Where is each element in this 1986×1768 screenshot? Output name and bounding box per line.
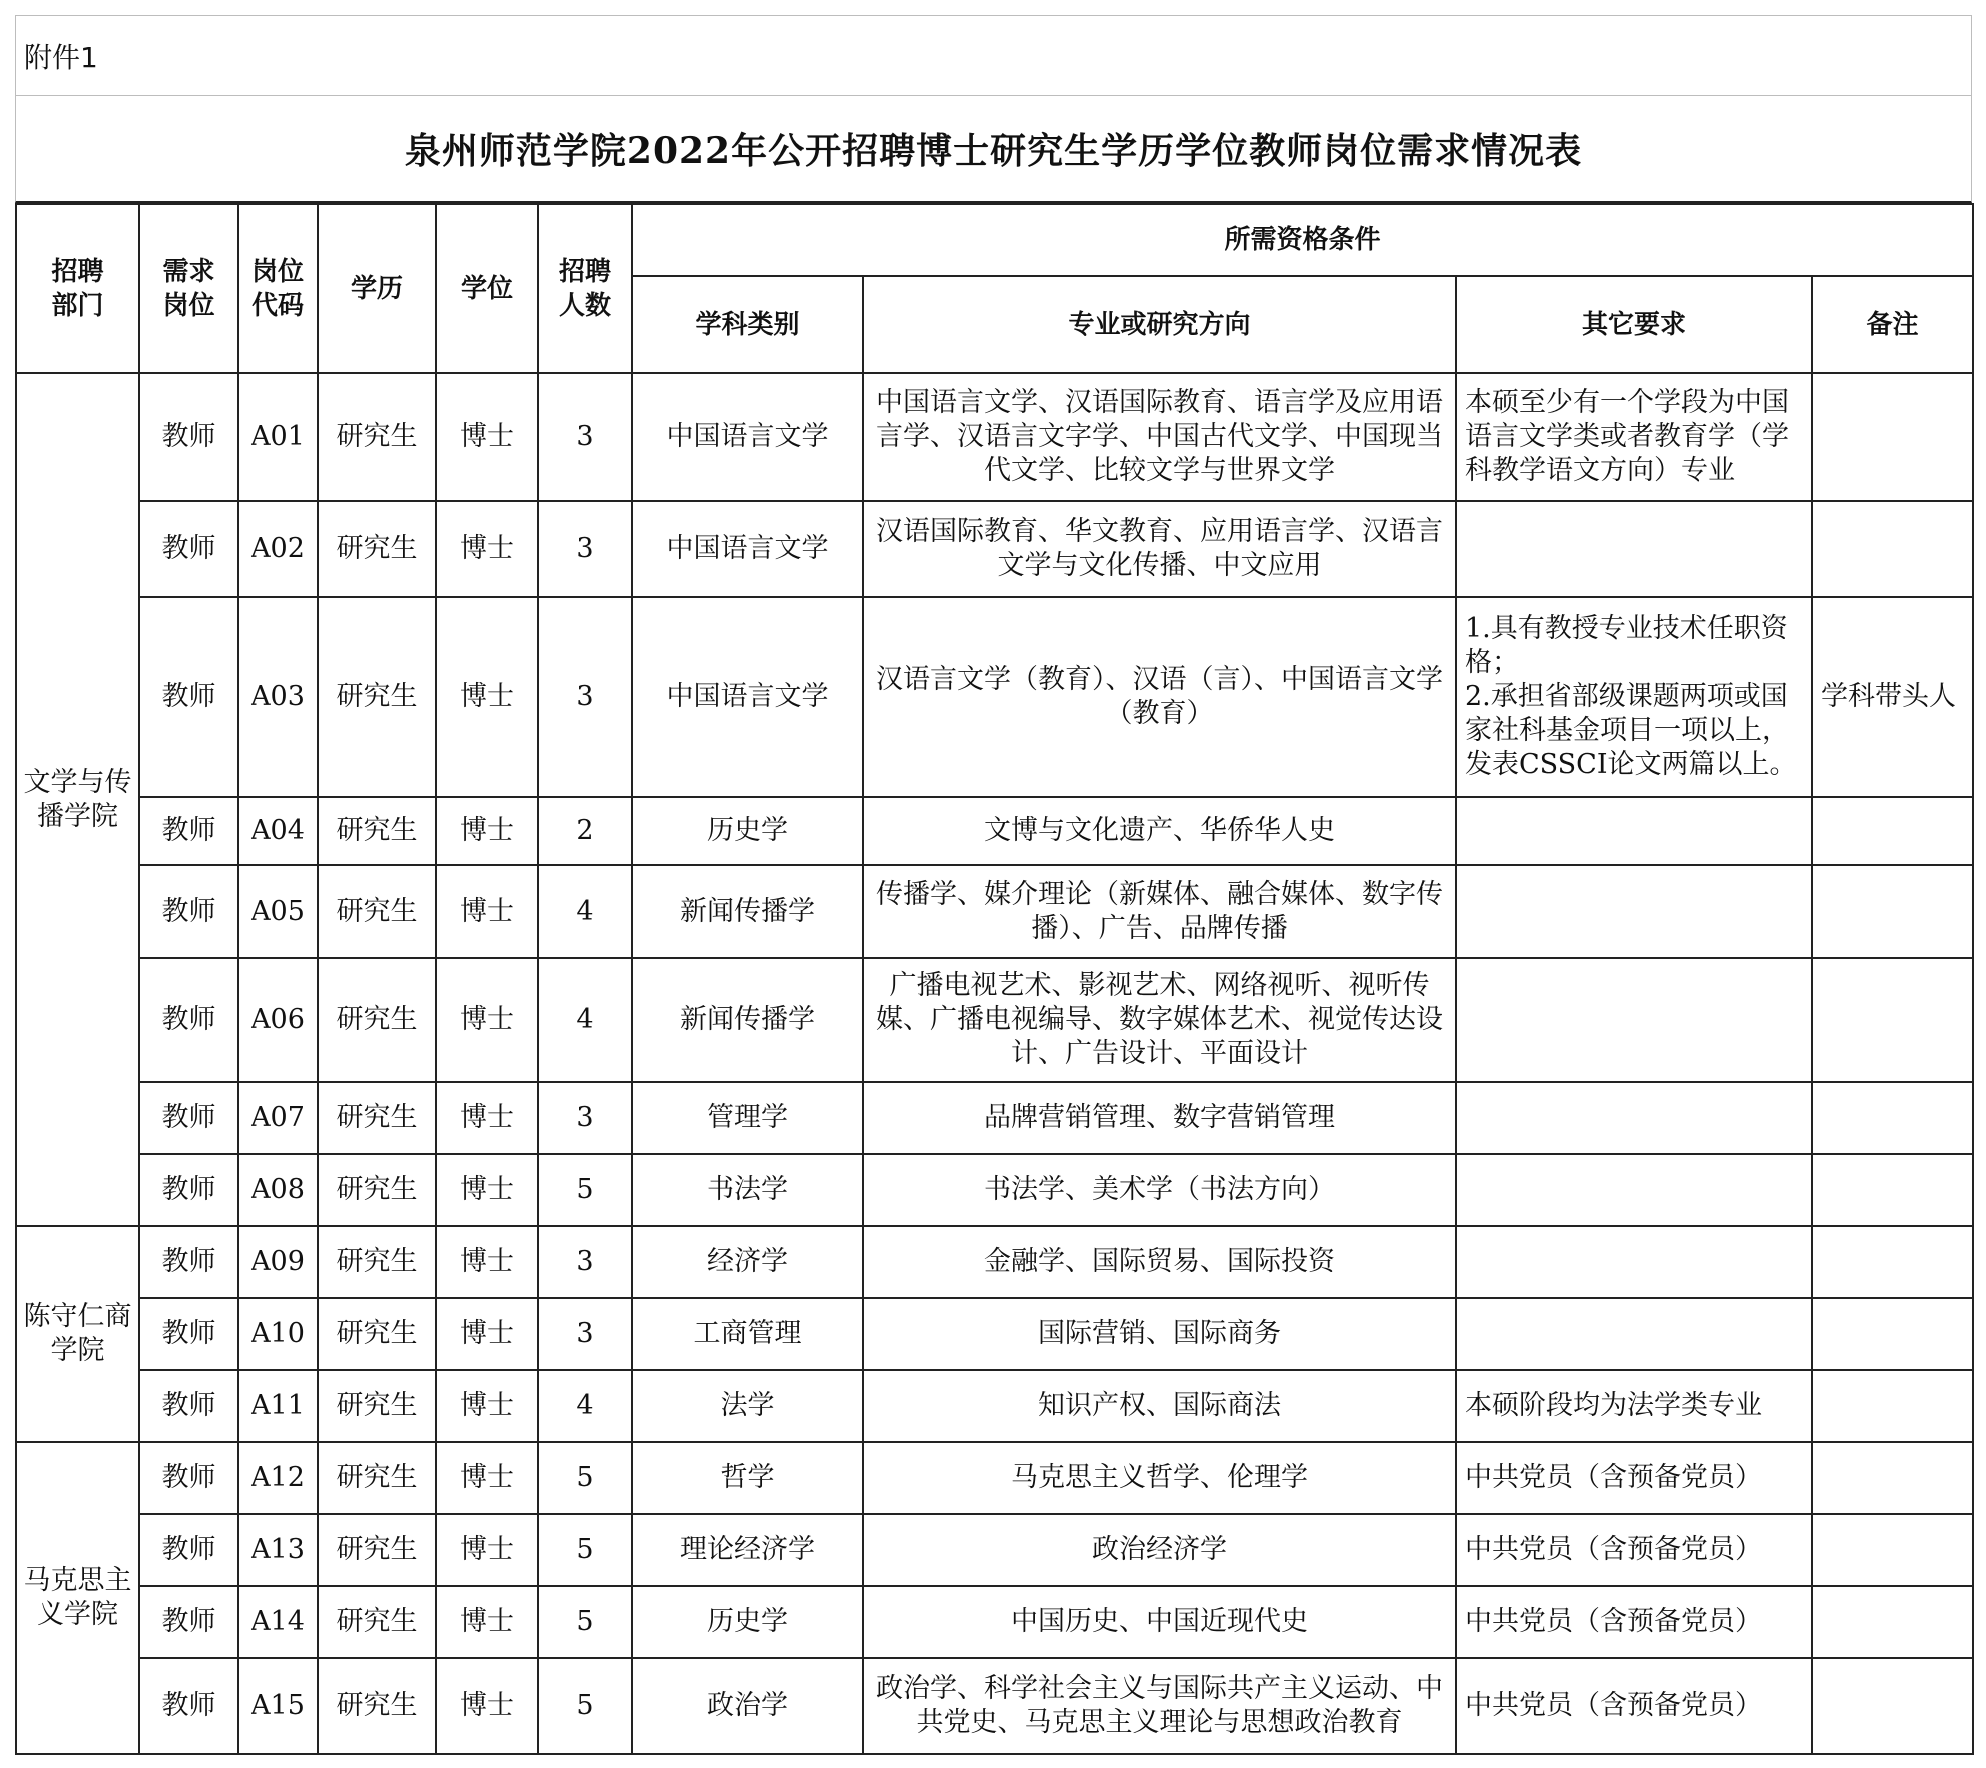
count-cell: 3 [538, 597, 632, 797]
count-cell: 3 [538, 1082, 632, 1154]
table-row [16, 373, 1973, 501]
count-cell: 5 [538, 1514, 632, 1586]
count-cell: 5 [538, 1658, 632, 1754]
recruitment-table [15, 203, 1974, 1755]
note-cell [1812, 373, 1973, 501]
header-count: 招聘人数 [538, 204, 632, 373]
header-dept: 招聘部门 [16, 204, 139, 373]
count-cell: 5 [538, 1586, 632, 1658]
major-cell: 金融学、国际贸易、国际投资 [863, 1226, 1456, 1298]
education-cell: 研究生 [318, 1370, 436, 1442]
other-cell [1456, 501, 1812, 597]
table-row [16, 797, 1973, 865]
table-row [16, 1442, 1973, 1514]
table-row [16, 1082, 1973, 1154]
other-cell [1456, 1298, 1812, 1370]
education-cell: 研究生 [318, 501, 436, 597]
position-cell: 教师 [139, 797, 238, 865]
position-cell: 教师 [139, 958, 238, 1082]
other-cell [1456, 1154, 1812, 1226]
subject-cell: 中国语言文学 [632, 597, 863, 797]
degree-cell: 博士 [436, 1298, 538, 1370]
count-cell: 3 [538, 1226, 632, 1298]
header-subject: 学科类别 [632, 276, 863, 373]
education-cell: 研究生 [318, 597, 436, 797]
count-cell: 3 [538, 373, 632, 501]
degree-cell: 博士 [436, 1514, 538, 1586]
attachment-label: 附件1 [15, 15, 1972, 95]
position-cell: 教师 [139, 1370, 238, 1442]
count-cell: 2 [538, 797, 632, 865]
subject-cell: 历史学 [632, 797, 863, 865]
other-cell: 本硕至少有一个学段为中国语言文学类或者教育学（学科教学语文方向）专业 [1456, 373, 1812, 501]
other-cell: 中共党员（含预备党员） [1456, 1586, 1812, 1658]
code-cell: A05 [238, 865, 318, 958]
other-cell: 1.具有教授专业技术任职资格； 2.承担省部级课题两项或国家社科基金项目一项以上，发表CSSCI论文两篇以上。 [1456, 597, 1812, 797]
subject-cell: 工商管理 [632, 1298, 863, 1370]
table-title: 泉州师范学院2022年公开招聘博士研究生学历学位教师岗位需求情况表 [15, 95, 1972, 203]
degree-cell: 博士 [436, 501, 538, 597]
position-cell: 教师 [139, 1442, 238, 1514]
degree-cell: 博士 [436, 597, 538, 797]
table-row [16, 865, 1973, 958]
position-cell: 教师 [139, 1154, 238, 1226]
position-cell: 教师 [139, 373, 238, 501]
major-cell: 汉语国际教育、华文教育、应用语言学、汉语言文学与文化传播、中文应用 [863, 501, 1456, 597]
table-row [16, 958, 1973, 1082]
other-cell: 本硕阶段均为法学类专业 [1456, 1370, 1812, 1442]
position-cell: 教师 [139, 501, 238, 597]
education-cell: 研究生 [318, 1082, 436, 1154]
table-row [16, 1658, 1973, 1754]
other-cell: 中共党员（含预备党员） [1456, 1514, 1812, 1586]
major-cell: 传播学、媒介理论（新媒体、融合媒体、数字传播）、广告、品牌传播 [863, 865, 1456, 958]
subject-cell: 管理学 [632, 1082, 863, 1154]
count-cell: 4 [538, 958, 632, 1082]
table-row [16, 501, 1973, 597]
code-cell: A09 [238, 1226, 318, 1298]
note-cell [1812, 1082, 1973, 1154]
degree-cell: 博士 [436, 797, 538, 865]
education-cell: 研究生 [318, 865, 436, 958]
code-cell: A02 [238, 501, 318, 597]
note-cell [1812, 865, 1973, 958]
subject-cell: 新闻传播学 [632, 958, 863, 1082]
education-cell: 研究生 [318, 958, 436, 1082]
other-cell [1456, 958, 1812, 1082]
education-cell: 研究生 [318, 1514, 436, 1586]
note-cell [1812, 958, 1973, 1082]
degree-cell: 博士 [436, 1586, 538, 1658]
other-cell [1456, 797, 1812, 865]
other-cell [1456, 1082, 1812, 1154]
table-row [16, 597, 1973, 797]
position-cell: 教师 [139, 1586, 238, 1658]
major-cell: 国际营销、国际商务 [863, 1298, 1456, 1370]
count-cell: 3 [538, 501, 632, 597]
note-cell [1812, 1442, 1973, 1514]
code-cell: A03 [238, 597, 318, 797]
table-row [16, 1298, 1973, 1370]
note-cell [1812, 1370, 1973, 1442]
code-cell: A04 [238, 797, 318, 865]
position-cell: 教师 [139, 1298, 238, 1370]
code-cell: A15 [238, 1658, 318, 1754]
education-cell: 研究生 [318, 1298, 436, 1370]
count-cell: 3 [538, 1298, 632, 1370]
code-cell: A12 [238, 1442, 318, 1514]
header-major: 专业或研究方向 [863, 276, 1456, 373]
header-other: 其它要求 [1456, 276, 1812, 373]
degree-cell: 博士 [436, 958, 538, 1082]
header-degree: 学位 [436, 204, 538, 373]
subject-cell: 历史学 [632, 1586, 863, 1658]
subject-cell: 法学 [632, 1370, 863, 1442]
code-cell: A07 [238, 1082, 318, 1154]
education-cell: 研究生 [318, 1442, 436, 1514]
degree-cell: 博士 [436, 1658, 538, 1754]
code-cell: A01 [238, 373, 318, 501]
dept-cell: 马克思主义学院 [16, 1442, 139, 1754]
table-row [16, 1154, 1973, 1226]
note-cell: 学科带头人 [1812, 597, 1973, 797]
major-cell: 汉语言文学（教育）、汉语（言）、中国语言文学（教育） [863, 597, 1456, 797]
code-cell: A10 [238, 1298, 318, 1370]
count-cell: 5 [538, 1442, 632, 1514]
education-cell: 研究生 [318, 1658, 436, 1754]
note-cell [1812, 1586, 1973, 1658]
degree-cell: 博士 [436, 1442, 538, 1514]
position-cell: 教师 [139, 1514, 238, 1586]
education-cell: 研究生 [318, 1154, 436, 1226]
subject-cell: 新闻传播学 [632, 865, 863, 958]
degree-cell: 博士 [436, 865, 538, 958]
subject-cell: 政治学 [632, 1658, 863, 1754]
count-cell: 4 [538, 865, 632, 958]
code-cell: A06 [238, 958, 318, 1082]
major-cell: 中国历史、中国近现代史 [863, 1586, 1456, 1658]
education-cell: 研究生 [318, 373, 436, 501]
table-row [16, 1514, 1973, 1586]
table-row [16, 1226, 1973, 1298]
note-cell [1812, 1298, 1973, 1370]
degree-cell: 博士 [436, 373, 538, 501]
position-cell: 教师 [139, 1082, 238, 1154]
degree-cell: 博士 [436, 1226, 538, 1298]
position-cell: 教师 [139, 1226, 238, 1298]
other-cell [1456, 1226, 1812, 1298]
degree-cell: 博士 [436, 1154, 538, 1226]
subject-cell: 理论经济学 [632, 1514, 863, 1586]
major-cell: 书法学、美术学（书法方向） [863, 1154, 1456, 1226]
major-cell: 知识产权、国际商法 [863, 1370, 1456, 1442]
major-cell: 广播电视艺术、影视艺术、网络视听、视听传媒、广播电视编导、数字媒体艺术、视觉传达设计、广告设计、平面设计 [863, 958, 1456, 1082]
spreadsheet [15, 15, 1972, 1755]
subject-cell: 中国语言文学 [632, 501, 863, 597]
table-row [16, 1586, 1973, 1658]
other-cell: 中共党员（含预备党员） [1456, 1658, 1812, 1754]
note-cell [1812, 797, 1973, 865]
other-cell [1456, 865, 1812, 958]
code-cell: A13 [238, 1514, 318, 1586]
count-cell: 4 [538, 1370, 632, 1442]
table-row [16, 1370, 1973, 1442]
degree-cell: 博士 [436, 1370, 538, 1442]
major-cell: 马克思主义哲学、伦理学 [863, 1442, 1456, 1514]
position-cell: 教师 [139, 1658, 238, 1754]
header-qualifications: 所需资格条件 [632, 204, 1973, 276]
code-cell: A08 [238, 1154, 318, 1226]
position-cell: 教师 [139, 865, 238, 958]
major-cell: 政治经济学 [863, 1514, 1456, 1586]
major-cell: 政治学、科学社会主义与国际共产主义运动、中共党史、马克思主义理论与思想政治教育 [863, 1658, 1456, 1754]
note-cell [1812, 1658, 1973, 1754]
dept-cell: 陈守仁商学院 [16, 1226, 139, 1442]
education-cell: 研究生 [318, 797, 436, 865]
subject-cell: 哲学 [632, 1442, 863, 1514]
dept-cell: 文学与传播学院 [16, 373, 139, 1226]
count-cell: 5 [538, 1154, 632, 1226]
note-cell [1812, 501, 1973, 597]
header-position: 需求岗位 [139, 204, 238, 373]
header-note: 备注 [1812, 276, 1973, 373]
code-cell: A11 [238, 1370, 318, 1442]
header-education: 学历 [318, 204, 436, 373]
degree-cell: 博士 [436, 1082, 538, 1154]
note-cell [1812, 1154, 1973, 1226]
code-cell: A14 [238, 1586, 318, 1658]
position-cell: 教师 [139, 597, 238, 797]
header-code: 岗位代码 [238, 204, 318, 373]
education-cell: 研究生 [318, 1226, 436, 1298]
major-cell: 中国语言文学、汉语国际教育、语言学及应用语言学、汉语言文字学、中国古代文学、中国现当代文学、比较文学与世界文学 [863, 373, 1456, 501]
subject-cell: 经济学 [632, 1226, 863, 1298]
subject-cell: 书法学 [632, 1154, 863, 1226]
education-cell: 研究生 [318, 1586, 436, 1658]
other-cell: 中共党员（含预备党员） [1456, 1442, 1812, 1514]
major-cell: 品牌营销管理、数字营销管理 [863, 1082, 1456, 1154]
major-cell: 文博与文化遗产、华侨华人史 [863, 797, 1456, 865]
note-cell [1812, 1226, 1973, 1298]
subject-cell: 中国语言文学 [632, 373, 863, 501]
note-cell [1812, 1514, 1973, 1586]
